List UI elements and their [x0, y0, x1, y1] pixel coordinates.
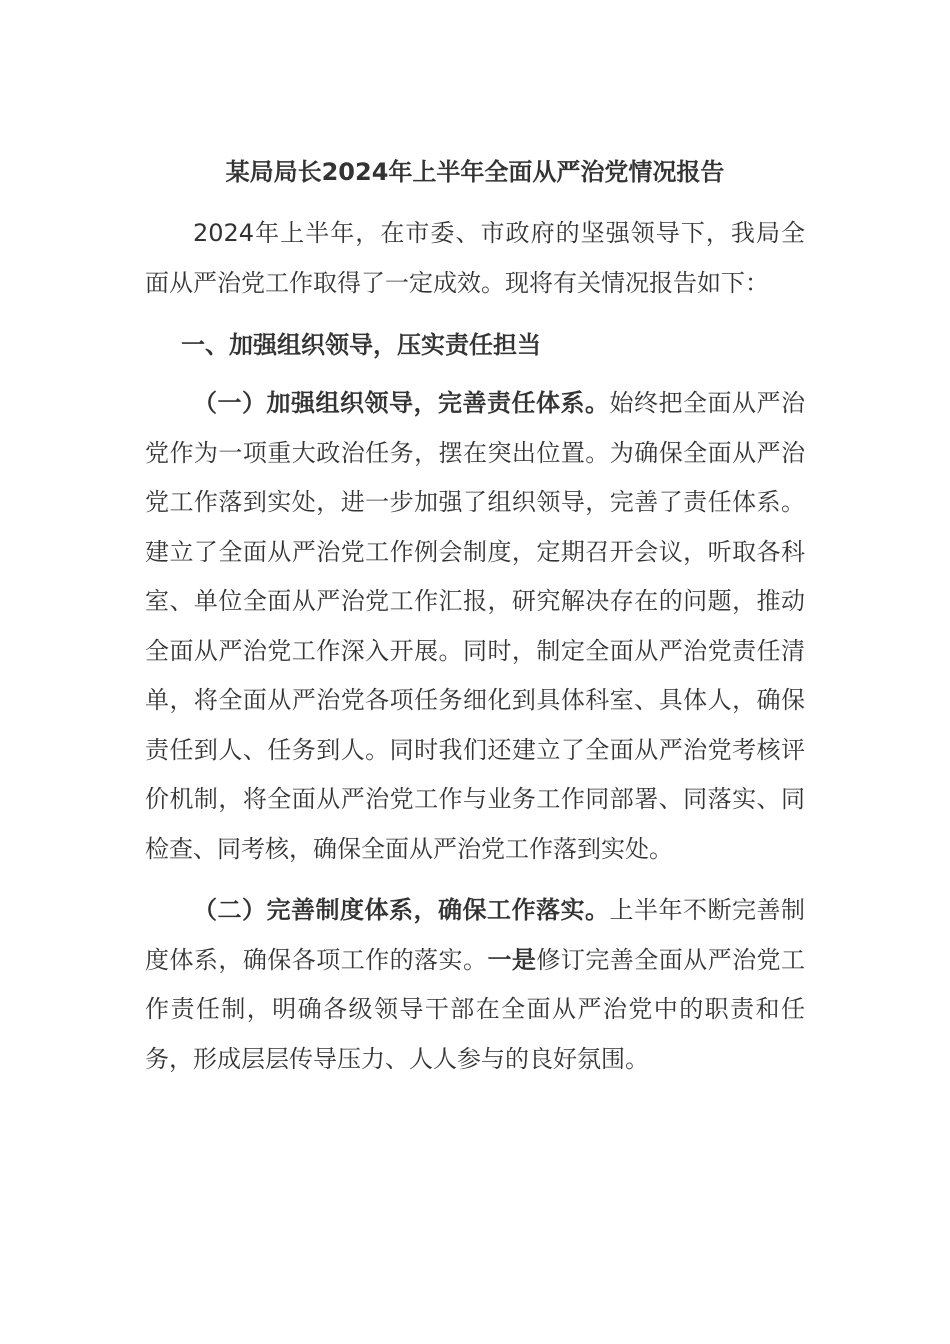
- section-paragraph-1: [145, 379, 805, 874]
- paragraph-2-body-1: 上半年不断完善制度体系，确保各项工作的落实。: [145, 896, 805, 974]
- paragraph-1-lead: （一）加强组织领导，完善责任体系。: [193, 389, 610, 417]
- paragraph-1-body: 始终把全面从严治党作为一项重大政治任务，摆在突出位置。为确保全面从严治党工作落到实处，进一步加强了组织领导，完善了责任体系。建立了全面从严治党工作例会制度，定期召开会议，听取各科室、单位全面从严治党工作汇报，研究解决存在的问题，推动全面从严治党工作深入开展。同时，制定全面从严治党责任清单，将全面从严治党各项任务细化到具体科室、具体人，确保责任到人、任务到人。同时我们还建立了全面从严治党考核评价机制，将全面从严治党工作与业务工作同部署、同落实、同检查、同考核，确保全面从严治党工作落到实处。: [145, 389, 805, 863]
- intro-paragraph: 2024年上半年，在市委、市政府的坚强领导下，我局全面从严治党工作取得了一定成效。现将有关情况报告如下：: [145, 219, 805, 297]
- section-paragraph-2: [145, 886, 805, 1084]
- section-heading: 一、加强组织领导，压实责任担当: [181, 331, 541, 359]
- paragraph-2-body-2: 修订完善全面从严治党工作责任制，明确各级领导干部在全面从严治党中的职责和任务，形成层层传导压力、人人参与的良好氛围。: [145, 945, 806, 1073]
- paragraph-2-keyword: 一是: [487, 945, 537, 974]
- paragraph-2-lead: （二）完善制度体系，确保工作落实。: [193, 896, 610, 924]
- document-title: 某局局长2024年上半年全面从严治党情况报告: [225, 158, 725, 186]
